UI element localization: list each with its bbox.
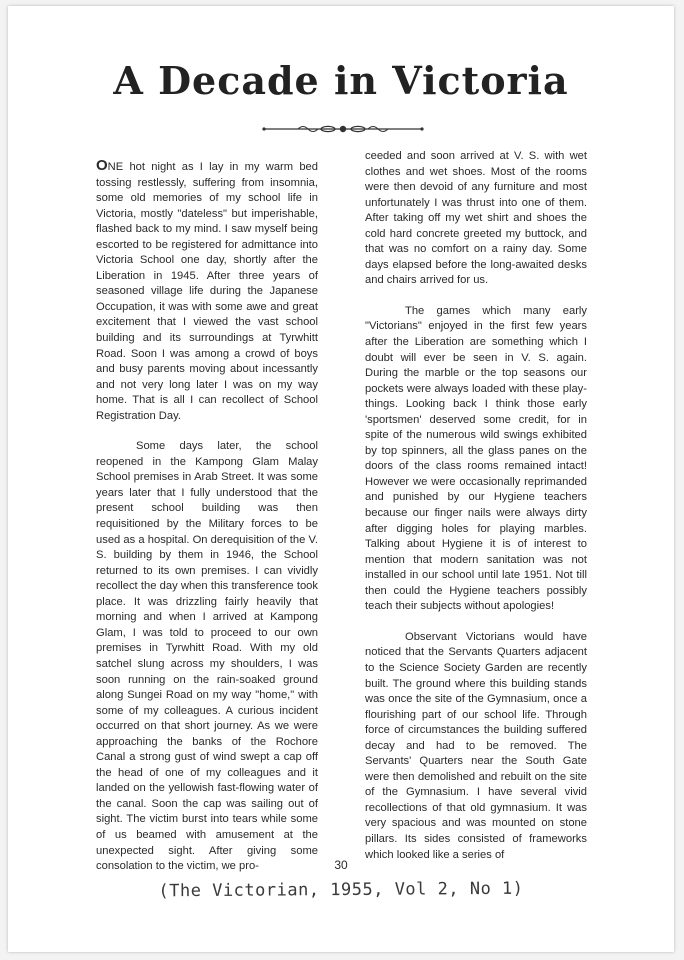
dropcap: O	[96, 157, 108, 174]
right-column	[365, 149, 587, 863]
paragraph-4: The games which many early "Victorians" enjoyed in the first few years after the Liberation are something which I doubt will ever be seen in V. S. again. During the marble or the top seasons our pockets were always loaded with these play-things. Looking back I think those early 'sportsmen' deserved some credit, for in spite of the numerous wild swings exhibited by top spinners, all the glass panes on the doors of the class rooms remained intact! However we were occasionally reprimanded and punished by our Hygiene teachers because our finger nails were always dirty after digging holes for playing marbles. Talking about Hygiene it is of interest to mention that modern sanitation was not installed in our school until late 1951. Not till then could the Hygiene teachers possibly teach their subjects without apologies!	[365, 304, 587, 613]
paragraph-1	[96, 158, 318, 424]
paragraph-5: Observant Victorians would have noticed that the Servants Quarters adjacent to the Science Society Garden are recently built. The ground where this building stands was once the site of the Gymnasium, once a flourishing part of our school life. Through force of circumstances the building suffered decay and had to be removed. The Servants' Quarters near the South Gate were then demolished and rebuilt on the site of the Gymnasium. I have several vivid recollections of that old gymnasium. It was very spacious and was mounted on stone pillars. Its sides consisted of frameworks which looked like a series of	[365, 630, 587, 861]
paragraph-3: ceeded and soon arrived at V. S. with wet clothes and wet shoes. Most of the rooms were then devoid of any furniture and most unfortunately I was thrust into one of them. After taking off my wet shirt and shoes the cold hard concrete greeted my buttock, and that was no comfort on a rainy day. Some days elapsed before the long-awaited desks and chairs arrived for us.	[365, 150, 587, 287]
decorative-divider-ornament-icon	[258, 122, 428, 136]
article-title: A Decade in Victoria	[113, 58, 569, 103]
left-column	[96, 158, 318, 875]
paragraph-1-text: NE hot night as I lay in my warm bed tossing restlessly, suffering from insomnia, some old memories of my school life in Victoria, mostly "dateless" but imperishable, flashed back to my mind. I saw myself being escorted to be registered for admittance into Victoria School one day, shortly after the Liberation in 1945. After three years of seasoned village life during the Japanese Occupation, it was with some awe and great excitement that I viewed the vast school building and its surroundings at Tyrwhitt Road. Soon I was among a crowd of boys and busy parents moving about incessantly and not very long later I was on my way home. That is all I can recollect of School Registration Day.	[96, 161, 318, 422]
handwritten-source-note: (The Victorian, 1955, Vol 2, No 1)	[158, 878, 524, 902]
paragraph-2: Some days later, the school reopened in the Kampong Glam Malay School premises in Arab Street. It was some years later that I fully understood that the present school building was then requisitioned by the Military forces to be used as a hospital. On derequisition of the V. S. building by them in 1946, the School returned to its own premises. I can vividly recollect the day when this transference took place. It was drizzling fairly heavily that morning and when I arrived at Kampong Glam, I was told to proceed to our own premises in Tyrwhitt Road. With my old satchel slung across my shoulders, I was soon running on the rain-soaked ground along Sungei Road on my way "home," with some of my colleagues. A curious incident occurred on that short journey. As we were approaching the banks of the Rochore Canal a strong gust of wind swept a cap off the head of one of my colleagues and it landed on the yellowish fast-flowing water of the canal. Soon the cap was sailing out of sight. The victim burst into tears while some of us beamed with amusement at the unexpected sight. After giving some consolation to the victim, we pro-	[96, 440, 318, 873]
page-number: 30	[334, 858, 348, 872]
document-page	[8, 6, 674, 952]
